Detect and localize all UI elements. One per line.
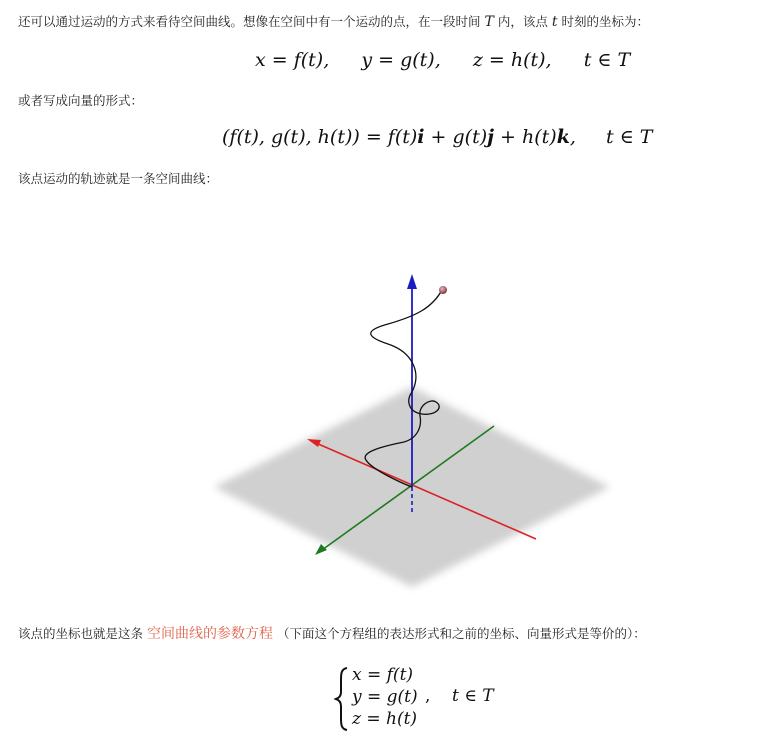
eq2-plus-g: + g(t)	[424, 126, 488, 148]
vector-equation	[222, 126, 652, 148]
eq1-y: y = g(t),	[361, 49, 441, 71]
vector-intro: 或者写成向量的形式：	[18, 93, 144, 108]
system-separator: ,	[425, 686, 431, 706]
eq1-range: t ∈ T	[583, 49, 631, 71]
var-t: t	[551, 14, 558, 30]
moving-point	[439, 286, 447, 294]
param-text-after: （下面这个方程组的表达形式和之前的坐标、向量形式是等价的）：	[276, 626, 646, 641]
y-axis-arrow	[315, 544, 327, 555]
system-lines	[352, 664, 418, 730]
unit-vector-j: j	[487, 126, 495, 148]
eq1-z: z = h(t),	[472, 49, 552, 71]
eq2-plus-h: + h(t)	[494, 126, 557, 148]
system-line-z: z = h(t)	[352, 709, 418, 729]
z-axis-arrow	[407, 274, 417, 289]
left-brace	[334, 666, 350, 732]
var-T: T	[484, 14, 494, 30]
unit-vector-i: i	[417, 126, 425, 148]
trajectory-intro: 该点运动的轨迹就是一条空间曲线：	[18, 171, 219, 186]
system-range: t ∈ T	[452, 686, 494, 706]
eq2-comma: ,	[569, 126, 576, 148]
eq2-lhs: (f(t), g(t), h(t)) = f(t)	[222, 126, 418, 148]
param-text-before: 该点的坐标也就是这条	[18, 626, 144, 641]
intro-text-1: 还可以通过运动的方式来看待空间曲线。想像在空间中有一个运动的点，在一段时间	[18, 14, 481, 29]
eq2-range: t ∈ T	[606, 126, 653, 148]
system-line-y: y = g(t)	[352, 687, 418, 707]
intro-text-3: 时刻的坐标为：	[561, 14, 649, 29]
space-curve-figure	[208, 202, 620, 602]
parametric-intro	[18, 625, 646, 643]
intro-text-2: 内，该点	[497, 14, 548, 29]
unit-vector-k: k	[556, 126, 570, 148]
eq1-x: x = f(t),	[255, 49, 330, 71]
parametric-equation-link[interactable]: 空间曲线的参数方程	[147, 626, 273, 642]
coordinate-equations	[255, 49, 630, 71]
intro-paragraph	[18, 13, 649, 31]
system-line-x: x = f(t)	[352, 665, 414, 685]
